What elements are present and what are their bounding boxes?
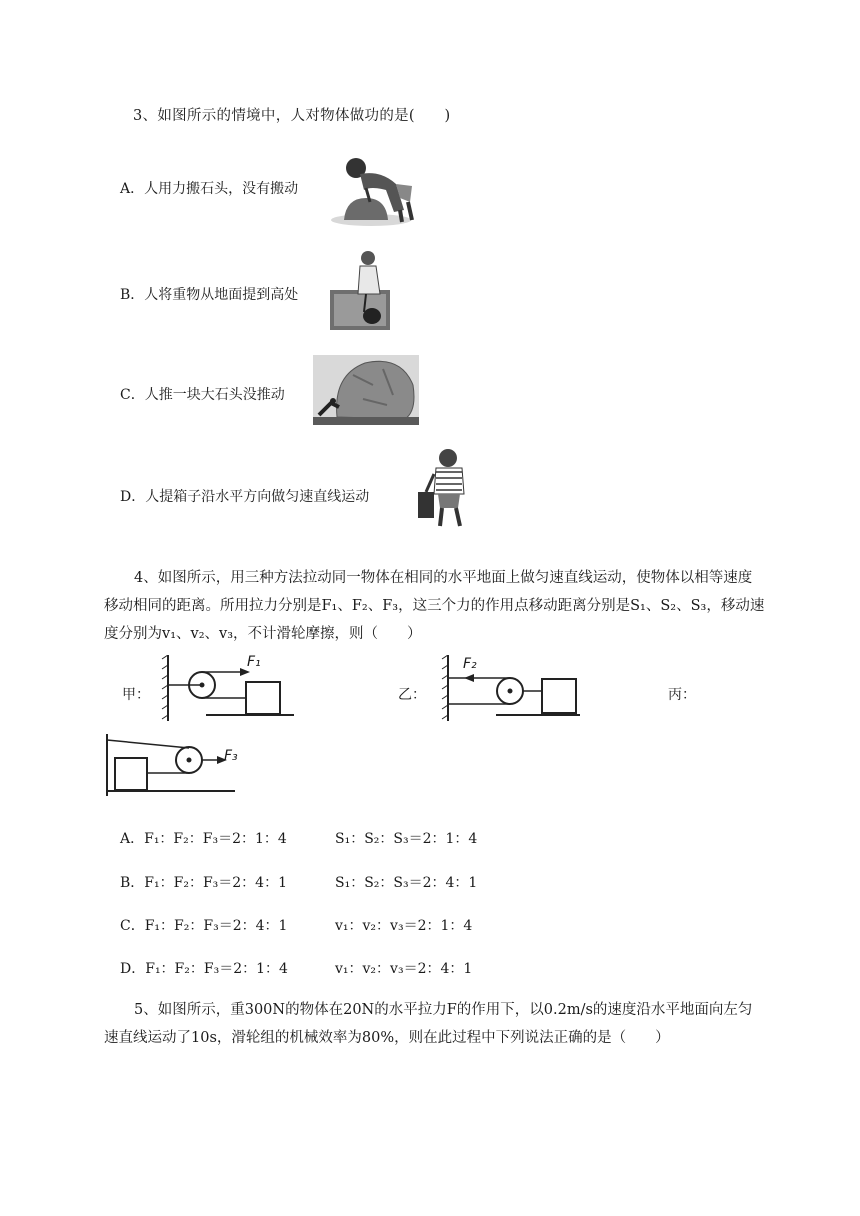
q4-option-c-right: v₁：v₂：v₃＝2：1：4 bbox=[335, 918, 473, 934]
q4-option-b-left: B．F₁：F₂：F₃＝2：4：1 bbox=[120, 875, 287, 891]
q4-stem-line1: 4、如图所示，用三种方法拉动同一物体在相同的水平地面上做匀速直线运动，使物体以相等速度 bbox=[134, 570, 753, 586]
person-lifting-weight-image bbox=[330, 250, 390, 330]
q5-stem-line2: 速直线运动了10s，滑轮组的机械效率为80%，则在此过程中下列说法正确的是（ ） bbox=[104, 1030, 670, 1046]
force-label-f2: F₂ bbox=[463, 656, 477, 672]
figure-label-bing: 丙： bbox=[668, 687, 696, 703]
q4-option-c-left: C．F₁：F₂：F₃＝2：4：1 bbox=[120, 918, 288, 934]
person-lifting-rock-image bbox=[326, 150, 416, 228]
person-pushing-boulder-image bbox=[313, 355, 419, 425]
pulley-diagram-bing bbox=[103, 734, 243, 796]
q4-option-d-right: v₁：v₂：v₃＝2：4：1 bbox=[335, 961, 473, 977]
q3-option-b: B．人将重物从地面提到高处 bbox=[120, 287, 299, 303]
q3-option-c: C．人推一块大石头没推动 bbox=[120, 387, 285, 403]
q5-stem-line1: 5、如图所示，重300N的物体在20N的水平拉力F的作用下，以0.2m/s的速度沿水平地面向左匀 bbox=[134, 1002, 753, 1018]
q3-stem: 3、如图所示的情境中，人对物体做功的是( ) bbox=[133, 108, 451, 124]
q4-option-a-right: S₁：S₂：S₃＝2：1：4 bbox=[335, 831, 478, 847]
force-label-f1: F₁ bbox=[247, 654, 261, 670]
q4-stem-line2: 移动相同的距离。所用拉力分别是F₁、F₂、F₃，这三个力的作用点移动距离分别是S₁、S₂、S₃，移动速 bbox=[104, 598, 765, 614]
force-label-f3: F₃ bbox=[224, 748, 238, 764]
q4-option-d-left: D．F₁：F₂：F₃＝2：1：4 bbox=[120, 961, 288, 977]
pulley-diagram-yi bbox=[440, 655, 580, 721]
person-carrying-box-image bbox=[412, 448, 476, 532]
pulley-diagram-jia bbox=[160, 655, 300, 721]
figure-label-yi: 乙： bbox=[398, 687, 426, 703]
q4-stem-line3: 度分别为v₁、v₂、v₃，不计滑轮摩擦，则（ ） bbox=[104, 626, 422, 642]
q3-option-a: A．人用力搬石头，没有搬动 bbox=[120, 181, 299, 197]
q3-option-d: D．人提箱子沿水平方向做匀速直线运动 bbox=[120, 489, 370, 505]
figure-label-jia: 甲： bbox=[122, 687, 150, 703]
q4-option-a-left: A．F₁：F₂：F₃＝2：1：4 bbox=[120, 831, 287, 847]
q4-option-b-right: S₁：S₂：S₃＝2：4：1 bbox=[335, 875, 478, 891]
